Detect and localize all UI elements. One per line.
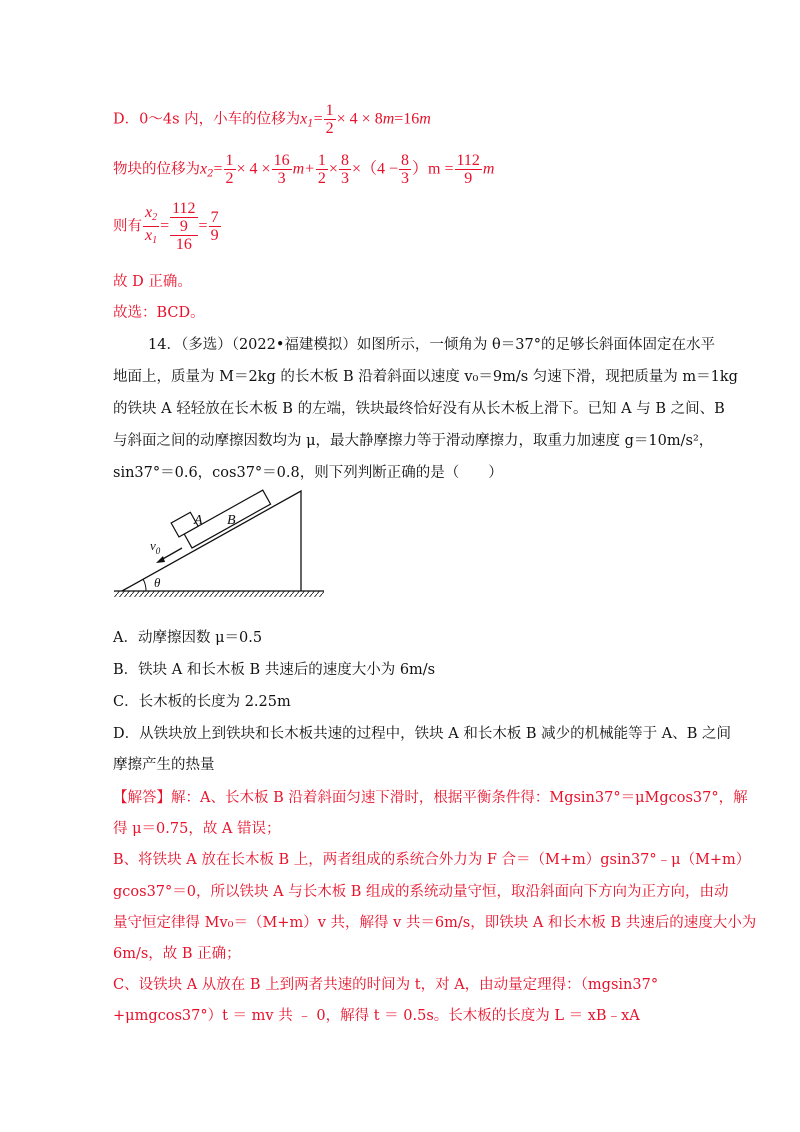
label-v0: $v_0$ (150, 538, 161, 556)
math-sub: 1 (307, 118, 314, 130)
answer-line1: 【解答】解：A、长木板 B 沿着斜面匀速下滑时，根据平衡条件得：Mgsin37°＝μMgcos37°，解 (113, 790, 748, 806)
final-choice: 故选：BCD。 (113, 305, 205, 321)
answer-line6: 6m/s，故 B 正确； (113, 946, 241, 962)
option-b: B．铁块 A 和长木板 B 共速后的速度大小为 6m/s (113, 662, 436, 678)
label-theta: θ (154, 575, 161, 590)
answer-line8: +μmgcos37°）t ＝ mv 共 ﹣ 0，解得 t ＝ 0.5s。长木板的长度为 L ＝ xB﹣xA (113, 1008, 640, 1024)
option-c: C．长木板的长度为 2.25m (113, 694, 291, 710)
solution-d-line1-text: D．0～4s 内，小车的位移为 (113, 111, 301, 128)
solution-d-line3-text: 则有 (113, 218, 142, 235)
answer-line4: gcos37°＝0，所以铁块 A 与长木板 B 组成的系统动量守恒，取沿斜面向下方向为正方向，由动 (113, 884, 729, 900)
solution-d-line3: 则有 $\frac{x_2}{x_1}$ = $\frac{112}{9}$ 16 = $\frac{7}{9}$ (113, 200, 219, 253)
theta-arc (143, 579, 146, 591)
question-line5: sin37°＝0.6，cos37°＝0.8，则下列判断正确的是（ ） (113, 465, 503, 481)
answer-line7: C、设铁块 A 从放在 B 上到两者共速的时间为 t，对 A，由动量定理得：（mgsin37° (113, 977, 659, 993)
answer-line5: 量守恒定律得 Mv₀＝（M+m）v 共，解得 v 共＝6m/s，即铁块 A 和长木板 B 共速后的速度大小为 (113, 915, 757, 931)
option-d: D．从铁块放上到铁块和长木板共速的过程中，铁块 A 和长木板 B 减少的机械能等于 A、B 之间 (113, 726, 732, 742)
conclusion-d: 故 D 正确。 (113, 274, 192, 290)
velocity-arrowhead (156, 556, 165, 563)
nested-fraction: $\frac{112}{9}$ 16 (172, 200, 196, 253)
option-a: A．动摩擦因数 μ＝0.5 (113, 630, 263, 646)
fraction-half: $\frac{1}{2}$ (325, 102, 334, 137)
velocity-arrow (161, 548, 182, 560)
incline-body (122, 491, 301, 591)
question-line2: 地面上，质量为 M＝2kg 的长木板 B 沿着斜面以速度 v₀＝9m/s 匀速下滑，现把质量为 m＝1kg (113, 369, 738, 385)
question-line4: 与斜面之间的动摩擦因数均为 μ，最大静摩擦力等于滑动摩擦力，取重力加速度 g＝10m/s²， (113, 433, 714, 449)
question-line1: 14．（多选）（2022•福建模拟）如图所示，一倾角为 θ＝37°的足够长斜面体固定在水平 (148, 337, 715, 353)
label-a: A (194, 513, 203, 528)
solution-d-line1: D．0～4s 内，小车的位移为$x_1=$ $\frac{1}{2}$ × 4 × 8m=16m (113, 102, 431, 137)
label-b: B (227, 513, 236, 528)
ground-hatch (114, 591, 324, 597)
option-d-cont: 摩擦产生的热量 (113, 757, 215, 773)
answer-line2: 得 μ＝0.75，故 A 错误； (113, 821, 281, 837)
solution-d-line2: 物块的位移为$x_2=$ $\frac{1}{2}$ × 4 × $\frac{16}{3}$ m+ $\frac{1}{2}$ × $\frac{8}{3}$ ×（4 − $\frac{8}{3}$ ）m = $\frac{112}{9}$ m (113, 152, 495, 187)
solution-d-line2-text: 物块的位移为 (113, 161, 200, 178)
math-var-x1: x (300, 110, 308, 128)
incline-figure (112, 486, 332, 601)
question-line3: 的铁块 A 轻轻放在长木板 B 的左端，铁块最终恰好没有从长木板上滑下。已知 A 与 B 之间、B (113, 401, 725, 417)
math-expr: × 4 × 8 (336, 110, 383, 128)
answer-line3: B、将铁块 A 放在长木板 B 上，两者组成的系统合外力为 F 合＝（M+m）gsin37°﹣μ（M+m） (113, 852, 751, 868)
